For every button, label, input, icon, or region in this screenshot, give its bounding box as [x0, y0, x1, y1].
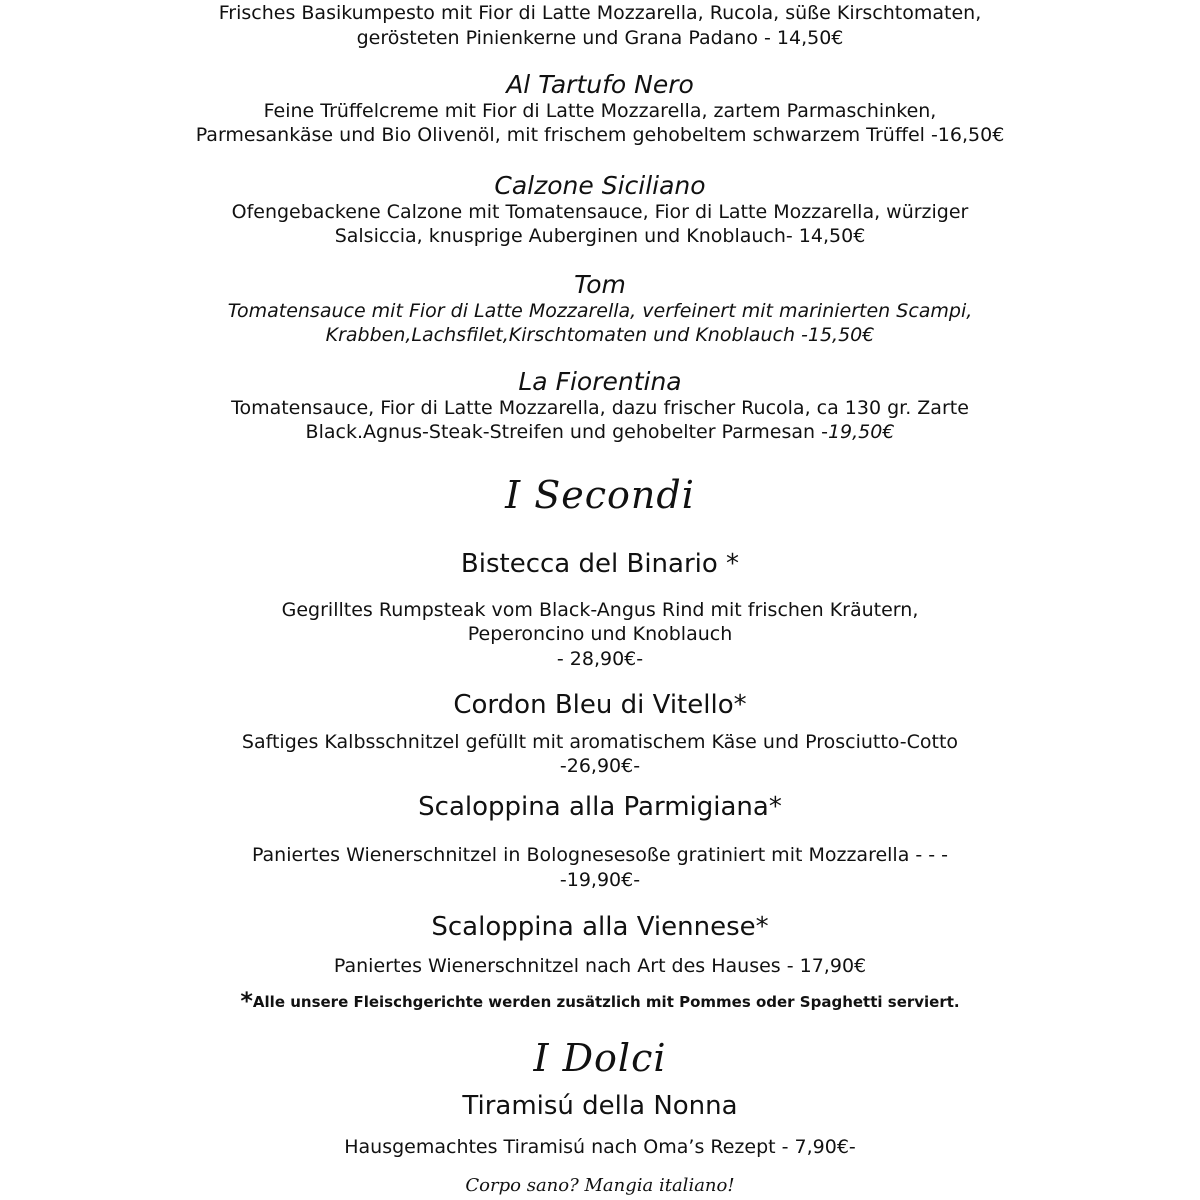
note-text: Alle unsere Fleischgerichte werden zusätzlich mit Pommes oder Spaghetti serviert.: [252, 993, 960, 1011]
dish-viennese-title: Scaloppina alla Viennese*: [431, 912, 769, 942]
dish-tiramisu-title: Tiramisú della Nonna: [462, 1091, 738, 1121]
pizza-tom-line-2: Krabben,Lachsfilet,Kirschtomaten und Knoblauch -15,50€: [325, 324, 875, 346]
pizza-al-tartufo-nero-line-1: Feine Trüffelcreme mit Fior di Latte Mozzarella, zartem Parmaschinken,: [263, 100, 937, 122]
dish-parmigiana-price: -19,90€-: [559, 869, 641, 891]
dish-bistecca-price: - 28,90€-: [556, 648, 644, 670]
dish-cordon-bleu-line-1: Saftiges Kalbsschnitzel gefüllt mit aromatischem Käse und Prosciutto-Cotto: [241, 731, 959, 753]
dish-tiramisu-line-1: Hausgemachtes Tiramisú nach Oma’s Rezept - 7,90€-: [344, 1136, 856, 1158]
footer-slogan: Corpo sano? Mangia italiano!: [465, 1175, 735, 1196]
pizza-la-fiorentina-line-1: Tomatensauce, Fior di Latte Mozzarella, dazu frischer Rucola, ca 130 gr. Zarte: [231, 397, 969, 419]
dish-cordon-bleu-price: -26,90€-: [559, 755, 641, 777]
dish-bistecca-title: Bistecca del Binario *: [460, 549, 740, 579]
pizza-al-tartufo-nero-line-2: Parmesankäse und Bio Olivenöl, mit frischem gehobeltem schwarzem Trüffel -16,50€: [195, 124, 1005, 146]
pizza-la-fiorentina-line-2-text: Black.Agnus-Steak-Streifen und gehobelter Parmesan -: [305, 421, 828, 443]
pizza-1-description-line-2: gerösteten Pinienkerne und Grana Padano - 14,50€: [356, 27, 844, 49]
section-heading-secondi: I Secondi: [505, 473, 695, 517]
pizza-la-fiorentina-line-2: [0, 421, 1200, 443]
dish-parmigiana-title: Scaloppina alla Parmigiana*: [418, 792, 782, 822]
pizza-tom-line-1: Tomatensauce mit Fior di Latte Mozzarella, verfeinert mit marinierten Scampi,: [227, 300, 973, 322]
dish-parmigiana-line-1: Paniertes Wienerschnitzel in Bolognesesoße gratiniert mit Mozzarella - - -: [251, 844, 949, 866]
dish-bistecca-line-2: Peperoncino und Knoblauch: [467, 623, 733, 645]
pizza-la-fiorentina-title: La Fiorentina: [518, 367, 682, 396]
pizza-la-fiorentina-price: 19,50€: [827, 421, 895, 443]
pizza-tom-title: Tom: [574, 270, 626, 299]
pizza-calzone-siciliano-title: Calzone Siciliano: [494, 171, 706, 200]
pizza-calzone-siciliano-line-2: Salsiccia, knusprige Auberginen und Knoblauch- 14,50€: [334, 225, 866, 247]
pizza-calzone-siciliano-line-1: Ofengebackene Calzone mit Tomatensauce, Fior di Latte Mozzarella, würziger: [231, 201, 969, 223]
dish-cordon-bleu-title: Cordon Bleu di Vitello*: [453, 690, 747, 720]
dish-bistecca-line-1: Gegrilltes Rumpsteak vom Black-Angus Rind mit frischen Kräutern,: [281, 599, 919, 621]
section-heading-dolci: I Dolci: [533, 1036, 667, 1080]
pizza-1-description-line-1: Frisches Basikumpesto mit Fior di Latte Mozzarella, Rucola, süße Kirschtomaten,: [218, 2, 982, 24]
note-asterisk: *: [240, 987, 253, 1015]
meat-side-note: [0, 987, 1200, 1015]
dish-viennese-line-1: Paniertes Wienerschnitzel nach Art des Hauses - 17,90€: [333, 955, 867, 977]
pizza-al-tartufo-nero-title: Al Tartufo Nero: [506, 70, 694, 99]
